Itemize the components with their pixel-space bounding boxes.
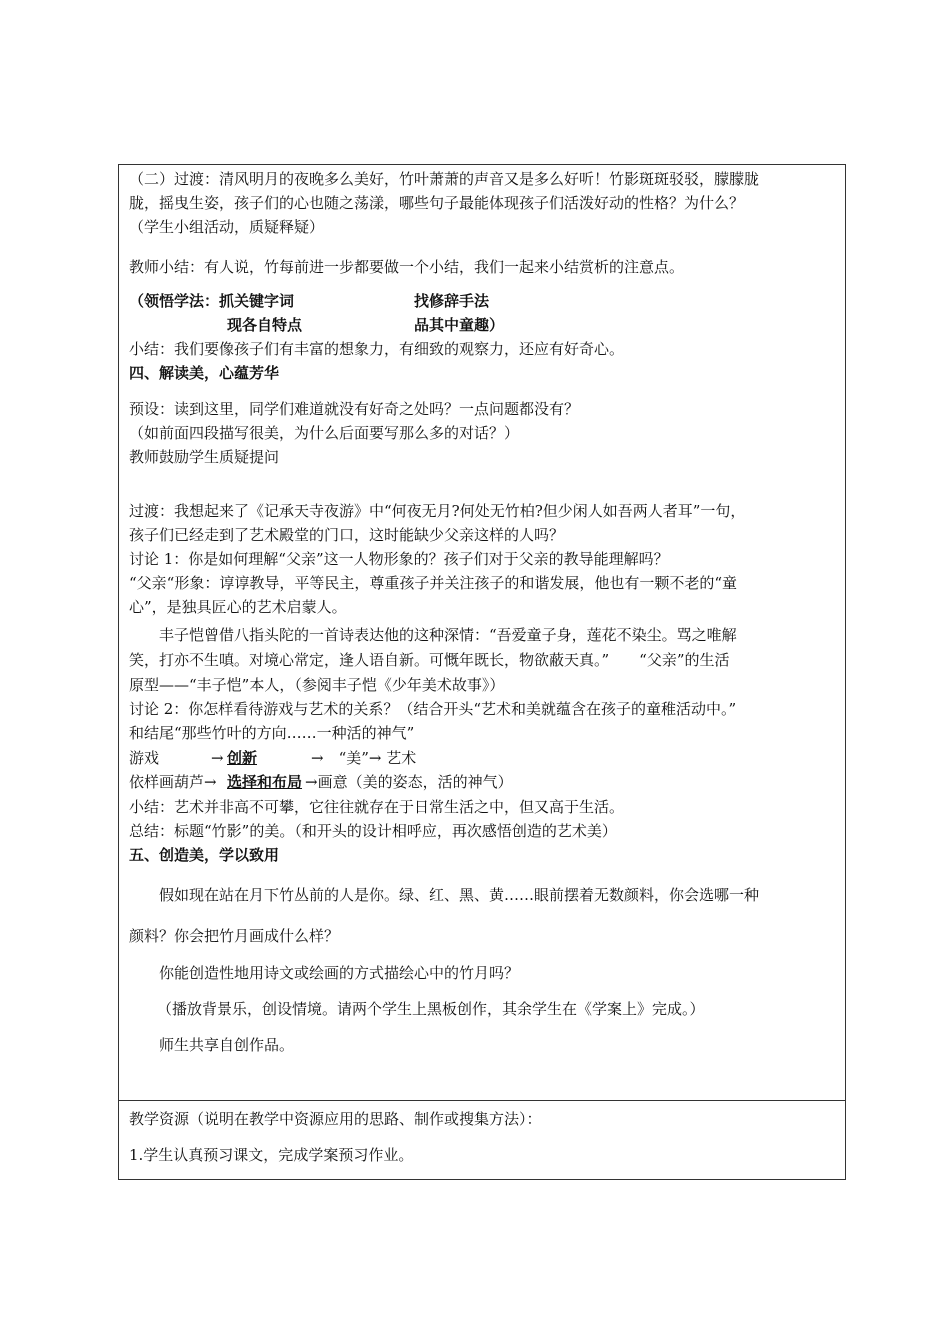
transition2-line-2: 孩子们已经走到了艺术殿堂的门口，这时能缺少父亲这样的人吗？ — [129, 526, 565, 544]
lesson-table — [118, 164, 846, 1180]
preset-line-3: 教师鼓励学生质疑提问 — [129, 448, 280, 466]
flow-beauty-art: → “美”→ 艺术 — [311, 749, 417, 767]
create-line-2: 颜料？你会把竹月画成什么样？ — [129, 927, 340, 945]
feng-line-1: 丰子恺曾借八指头陀的一首诗表达他的这种深情：“吾爱童子身，莲花不染尘。骂之唯解 — [159, 626, 737, 644]
resources-title: 教学资源（说明在教学中资源应用的思路、制作或搜集方法）： — [129, 1110, 542, 1128]
section-4-heading: 四、解读美，心蕴芳华 — [129, 364, 280, 382]
transition-line-3: （学生小组活动，质疑释疑） — [129, 218, 325, 236]
flow-game: 游戏 — [129, 749, 160, 767]
summary-2: 小结：艺术并非高不可攀，它往往就存在于日常生活之中，但又高于生活。 — [129, 798, 625, 816]
method-a: （领悟学法：抓关键字词 — [129, 292, 295, 310]
flow2-layout: 选择和布局 — [227, 773, 303, 791]
flow-innovation: 创新 — [227, 749, 258, 767]
discussion-1: 讨论 1：你是如何理解“父亲”这一人物形象的？孩子们对于父亲的教导能理解吗？ — [129, 550, 669, 568]
feng-line-2: 笑，打亦不生嗔。对境心常定，逢人语自新。可慨年既长，物欲蔽天真。” “父亲”的生活 — [129, 651, 730, 669]
transition-line-2: 胧，摇曳生姿，孩子们的心也随之荡漾，哪些句子最能体现孩子们活泼好动的性格？为什么？ — [129, 194, 745, 212]
transition2-line-1: 过渡：我想起来了《记承天寺夜游》中“何夜无月?何处无竹柏?但少闲人如吾两人者耳”一句， — [129, 502, 746, 520]
method-c: 现各自特点 — [227, 316, 303, 334]
teaching-process-cell — [119, 165, 845, 1101]
create-line-3: 你能创造性地用诗文或绘画的方式描绘心中的竹月吗？ — [159, 964, 520, 982]
create-line-5: 师生共享自创作品。 — [159, 1036, 295, 1054]
conclusion: 总结：标题“竹影”的美。（和开头的设计相呼应，再次感悟创造的艺术美） — [129, 822, 617, 840]
preset-line-1: 预设：读到这里，同学们难道就没有好奇之处吗？一点问题都没有？ — [129, 400, 580, 418]
create-line-4: （播放背景乐，创设情境。请两个学生上黑板创作，其余学生在《学案上》完成。） — [157, 1000, 705, 1018]
flow2-painting: →画意（美的姿态，活的神气） — [305, 773, 513, 791]
discussion-2-line-2: 和结尾“那些竹叶的方向……一种活的神气” — [129, 724, 415, 742]
father-line-1: “父亲“形象：谆谆教导，平等民主，尊重孩子并关注孩子的和谐发展，他也有一颗不老的“童 — [129, 574, 738, 592]
teacher-summary: 教师小结：有人说，竹每前进一步都要做一个小结，我们一起来小结赏析的注意点。 — [129, 258, 685, 276]
teaching-resources-cell — [119, 1101, 845, 1179]
resources-item-1: 1.学生认真预习课文，完成学案预习作业。 — [129, 1146, 414, 1164]
method-b: 找修辞手法 — [414, 292, 490, 310]
flow2-copy: 依样画葫芦→ — [129, 773, 217, 791]
father-line-2: 心”，是独具匠心的艺术启蒙人。 — [129, 598, 347, 616]
transition-line-1: （二）过渡：清风明月的夜晚多么美好，竹叶萧萧的声音又是多么好听！竹影斑斑驳驳，朦朦胧 — [129, 170, 760, 188]
discussion-2-line-1: 讨论 2：你怎样看待游戏与艺术的关系？（结合开头“艺术和美就蕴含在孩子的童稚活动中。” — [129, 700, 737, 718]
method-d: 品其中童趣） — [414, 316, 505, 334]
section-5-heading: 五、创造美，学以致用 — [129, 846, 280, 864]
preset-line-2: （如前面四段描写很美，为什么后面要写那么多的对话？） — [129, 424, 520, 442]
feng-line-3: 原型——“丰子恺”本人，（参阅丰子恺《少年美术故事》） — [129, 676, 505, 694]
create-line-1: 假如现在站在月下竹丛前的人是你。绿、红、黑、黄……眼前摆着无数颜料，你会选哪一种 — [159, 886, 760, 904]
summary-1: 小结：我们要像孩子们有丰富的想象力，有细致的观察力，还应有好奇心。 — [129, 340, 625, 358]
flow-arrow: → — [211, 749, 224, 767]
